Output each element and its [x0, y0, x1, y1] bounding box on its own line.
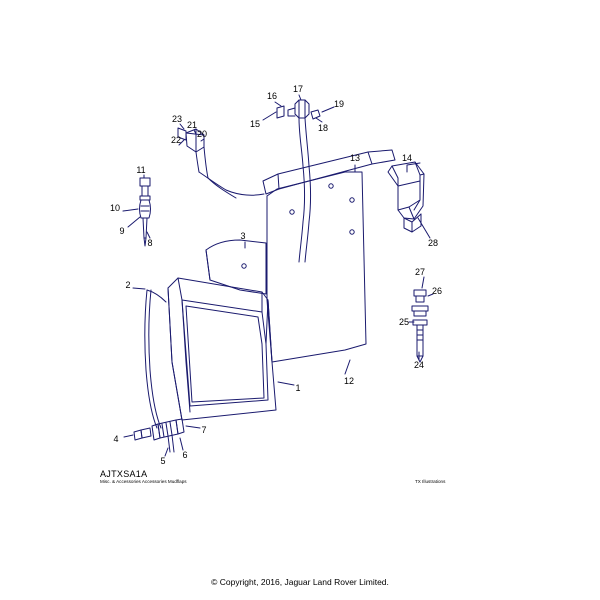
part-4-7-fastener-assembly: [134, 419, 184, 452]
callout-9: 9: [119, 226, 125, 236]
callout-7: 7: [201, 425, 207, 435]
copyright-notice: © Copyright, 2016, Jaguar Land Rover Limited.: [211, 577, 389, 587]
part-14-right-bracket: [388, 162, 424, 232]
callout-13: 13: [349, 153, 361, 163]
drawing-subtitle: Misc. & Accessories Accessories Mudflaps: [100, 479, 187, 484]
callout-12: 12: [343, 376, 355, 386]
part-1-2-door-frame: [168, 278, 276, 420]
callout-6: 6: [182, 450, 188, 460]
callout-14: 14: [401, 153, 413, 163]
leader-18: [316, 118, 322, 122]
callout-21: 21: [186, 120, 198, 130]
callout-5: 5: [160, 456, 166, 466]
callout-2: 2: [125, 280, 131, 290]
callout-8: 8: [147, 238, 153, 248]
callout-28: 28: [427, 238, 439, 248]
leader-28: [418, 218, 430, 238]
callout-16: 16: [266, 91, 278, 101]
leader-7: [186, 426, 200, 428]
callout-25: 25: [398, 317, 410, 327]
drawing-code: AJTXSA1A: [100, 469, 148, 479]
callout-15: 15: [249, 119, 261, 129]
callout-4: 4: [113, 434, 119, 444]
callout-17: 17: [292, 84, 304, 94]
part-20-23-clip-assembly: [178, 128, 264, 198]
leader-5: [165, 448, 168, 456]
leader-17: [299, 95, 301, 100]
leader-1: [278, 382, 294, 385]
callout-1: 1: [295, 383, 301, 393]
leader-9: [128, 217, 140, 227]
callout-23: 23: [171, 114, 183, 124]
callout-19: 19: [333, 99, 345, 109]
callout-22: 22: [170, 135, 182, 145]
callout-27: 27: [414, 267, 426, 277]
part-12-mudflap-panel: [267, 172, 366, 362]
part-24-27-bolt-assembly: [412, 290, 428, 362]
part-15-19-strap-assembly: [277, 100, 320, 262]
leader-16: [275, 102, 281, 106]
callout-3: 3: [240, 231, 246, 241]
callout-20: 20: [196, 129, 208, 139]
callout-24: 24: [413, 360, 425, 370]
leader-15: [263, 112, 276, 120]
leader-10: [123, 209, 138, 211]
leader-27: [422, 277, 424, 288]
leader-6: [180, 438, 183, 450]
leader-23: [180, 124, 184, 129]
callout-18: 18: [317, 123, 329, 133]
illustration-credit: TX Illustrations: [415, 479, 446, 484]
leader-12: [345, 360, 350, 374]
leader-19: [322, 107, 334, 112]
leader-4: [124, 435, 133, 437]
callout-26: 26: [431, 286, 443, 296]
leader-2: [133, 288, 145, 289]
part-3-filler-panel: [206, 240, 266, 294]
callout-10: 10: [109, 203, 121, 213]
callout-11: 11: [136, 165, 146, 175]
